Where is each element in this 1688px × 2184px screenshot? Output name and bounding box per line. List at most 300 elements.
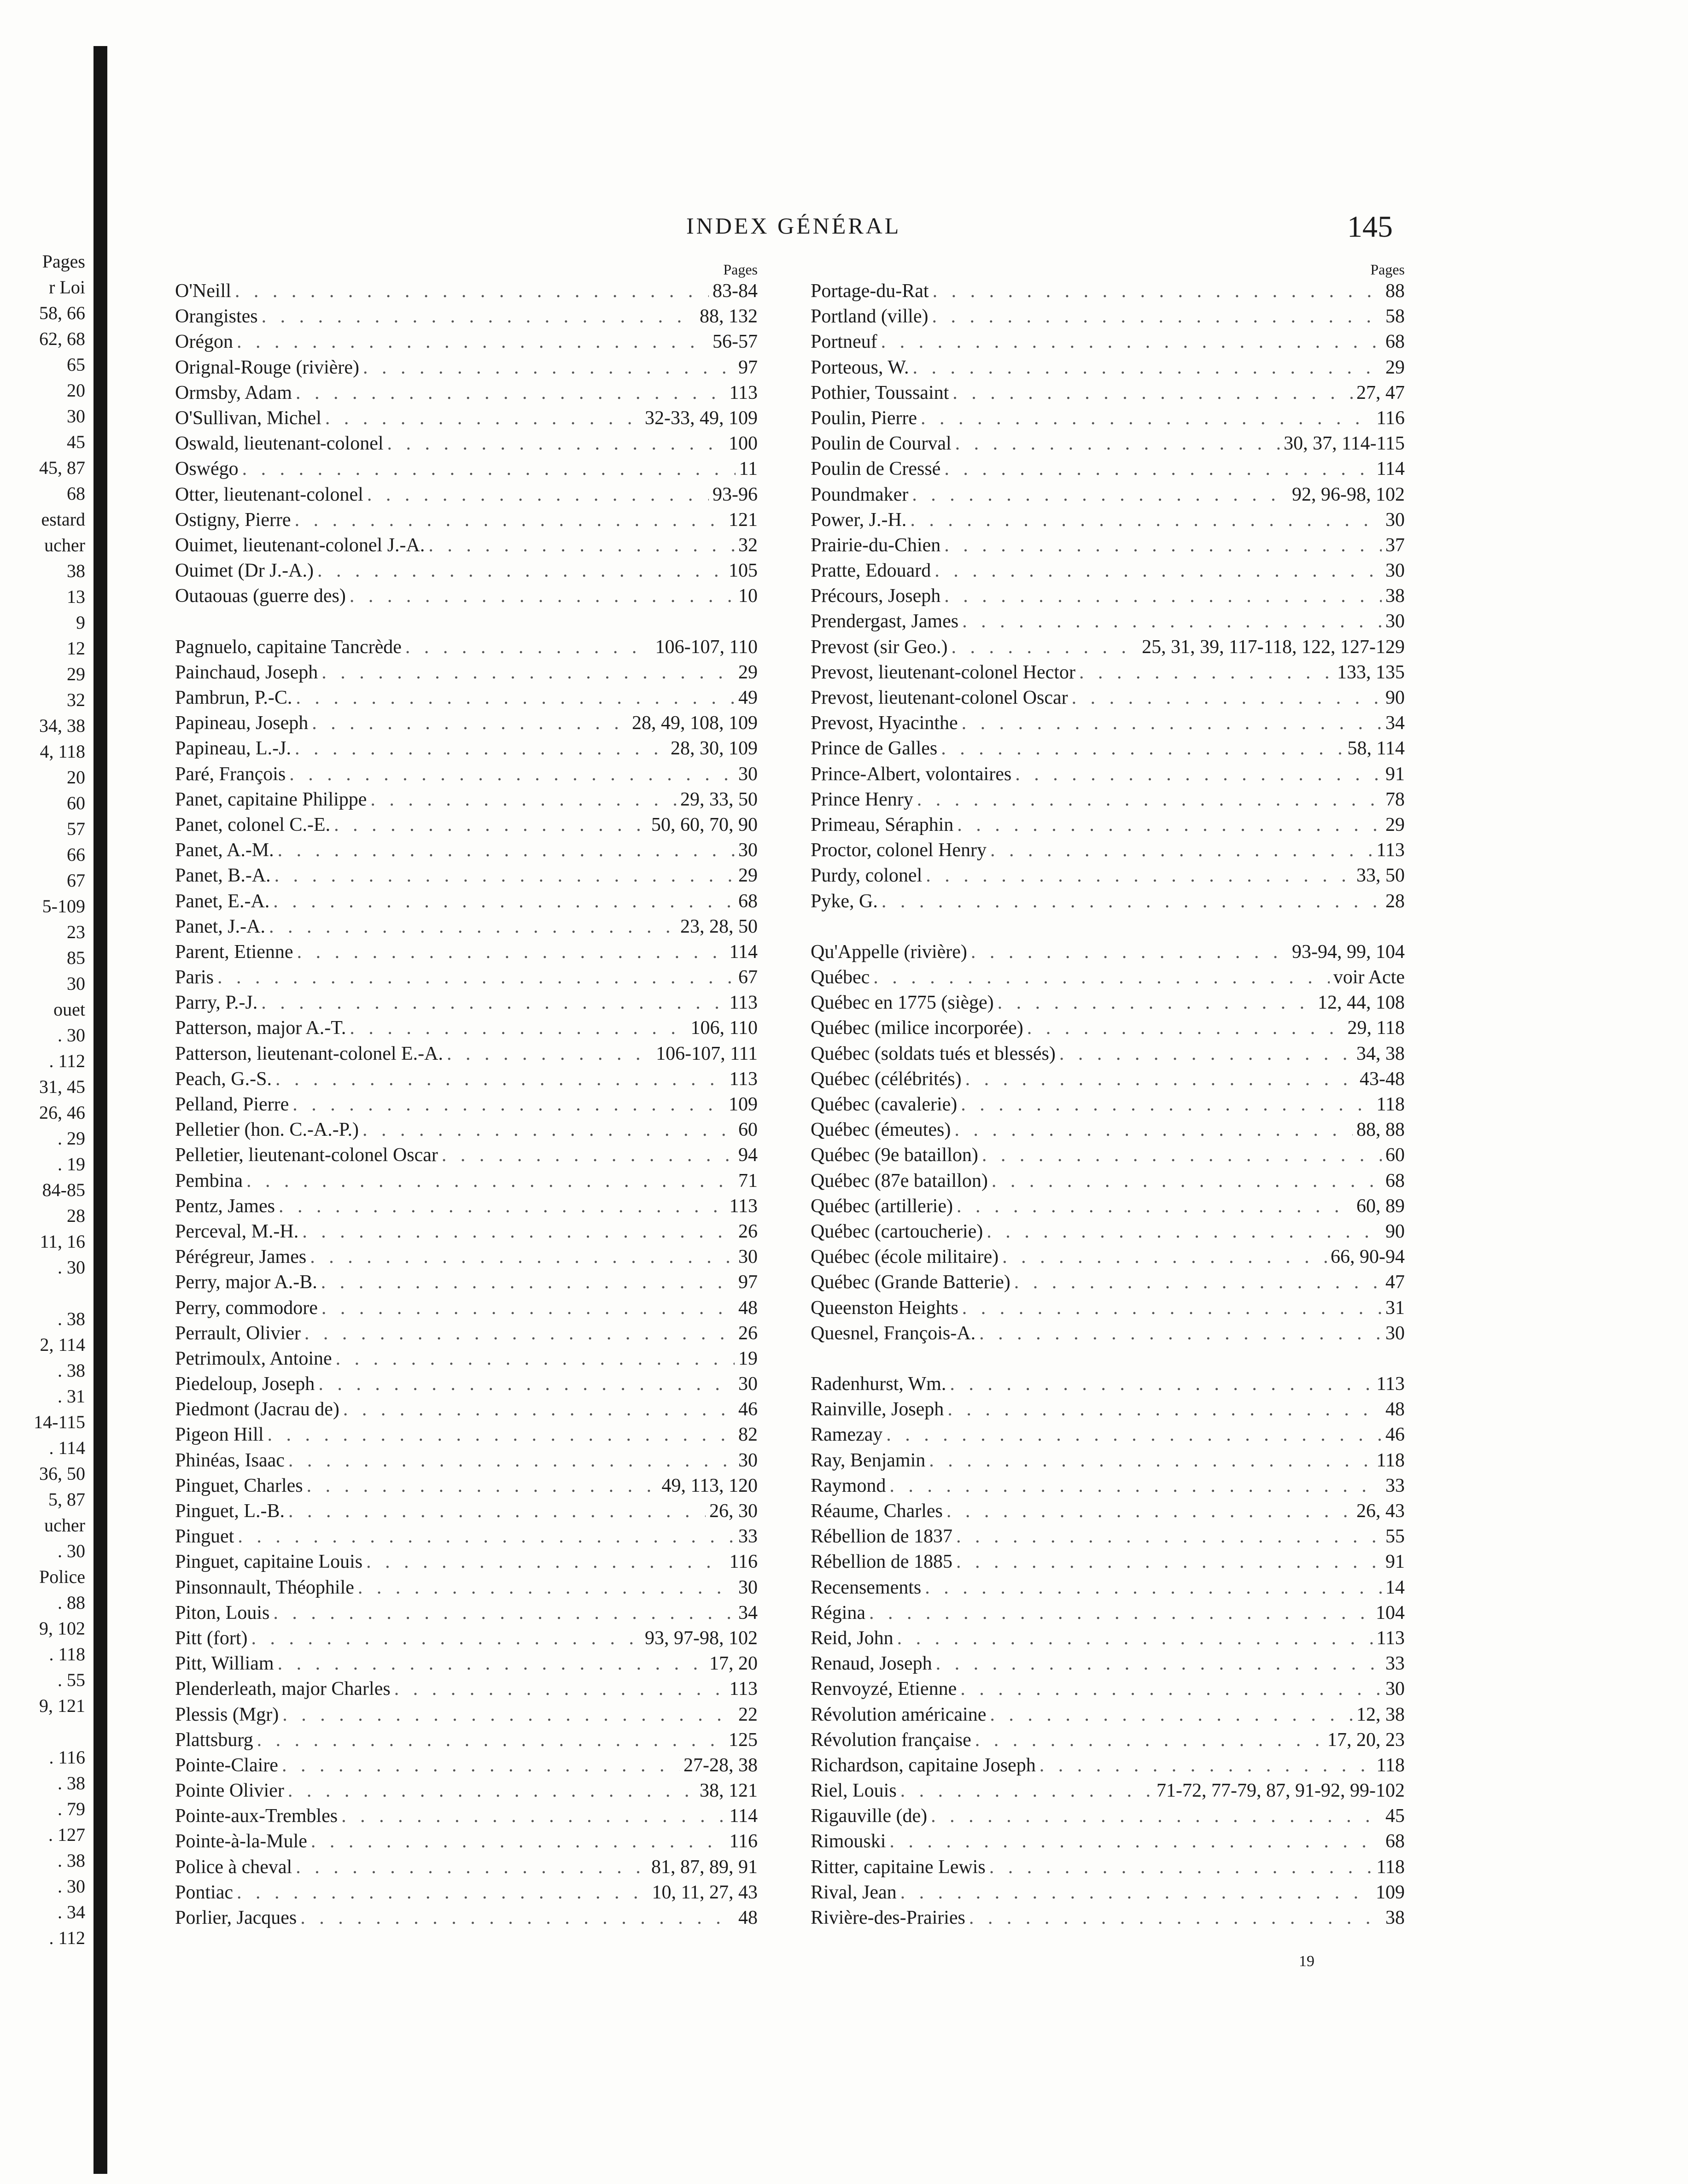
index-entry-pages: 114 [729, 941, 758, 963]
index-entry-pages: 30 [738, 1449, 758, 1471]
index-entry-pages: 49 [738, 687, 758, 708]
index-entry-pages: 28 [1385, 890, 1405, 912]
previous-page-line: 32 [67, 689, 85, 710]
index-entry [175, 1346, 758, 1372]
index-entry [175, 1626, 758, 1651]
previous-page-fragment [0, 249, 85, 1951]
index-entry [811, 609, 1405, 634]
previous-page-line: 28 [67, 1205, 85, 1226]
dot-leader [321, 660, 735, 685]
dot-leader [956, 1524, 1382, 1549]
index-entry-pages: 106-107, 110 [655, 636, 758, 658]
index-entry-pages: 30, 37, 114-115 [1284, 433, 1405, 455]
index-entry [175, 940, 758, 965]
index-entry [175, 1117, 758, 1143]
index-entry-pages: 26 [738, 1322, 758, 1344]
index-entry [175, 1143, 758, 1168]
index-entry [811, 1575, 1405, 1600]
dot-leader [1014, 1270, 1382, 1295]
previous-page-line: ouet [53, 999, 85, 1020]
index-entry-pages: 94 [738, 1145, 758, 1166]
index-entry [811, 736, 1405, 761]
dot-leader [292, 1092, 725, 1117]
dot-leader [304, 1321, 735, 1346]
previous-page-line: . 31 [58, 1386, 85, 1407]
index-entry-pages: 28, 49, 108, 109 [632, 712, 758, 734]
index-entry-pages: 68 [738, 890, 758, 912]
dot-leader [961, 1092, 1373, 1117]
index-entry-name: Panet, E.-A. [175, 890, 270, 912]
dot-leader [296, 380, 726, 406]
index-entry [811, 1905, 1405, 1931]
dot-leader [1027, 1016, 1344, 1041]
previous-page-line: 4, 118 [40, 741, 85, 762]
previous-page-line: ucher [44, 1515, 85, 1536]
index-entry [175, 1397, 758, 1422]
index-entry-name: Ormsby, Adam [175, 382, 292, 403]
index-entry-pages: 68 [1385, 1170, 1405, 1191]
index-entry [175, 787, 758, 812]
dot-leader [882, 889, 1382, 914]
index-entry [175, 889, 758, 914]
dot-leader [944, 533, 1382, 558]
index-entry-pages: 30 [1385, 509, 1405, 531]
index-entry-pages: 68 [1385, 1831, 1405, 1852]
dot-leader [935, 558, 1382, 584]
index-entry-pages: 58 [1385, 306, 1405, 327]
index-entry-pages: 23, 28, 50 [680, 916, 758, 937]
index-entry [175, 1092, 758, 1117]
index-entry-name: Rébellion de 1885 [811, 1551, 952, 1573]
dot-leader [912, 482, 1288, 508]
index-entry-pages: 14 [1385, 1577, 1405, 1598]
index-entry-pages: 29 [1385, 814, 1405, 835]
index-entry-pages: 93-96 [713, 484, 758, 505]
dot-leader [975, 1728, 1324, 1753]
previous-page-line: 2, 114 [40, 1334, 85, 1355]
index-entry-pages: 48 [738, 1297, 758, 1319]
dot-leader [273, 1600, 735, 1626]
index-entry-pages: 30 [1385, 560, 1405, 582]
index-entry-pages: 92, 96-98, 102 [1292, 484, 1405, 505]
index-entry [175, 1448, 758, 1473]
index-entry [175, 1905, 758, 1931]
index-entry [811, 380, 1405, 406]
index-entry [811, 406, 1405, 431]
index-entry-pages: 104 [1376, 1602, 1405, 1623]
index-entry-pages: 71 [738, 1170, 758, 1191]
index-entry-pages: 88 [1385, 280, 1405, 302]
index-entry-name: Ostigny, Pierre [175, 509, 291, 531]
index-entry [175, 456, 758, 482]
dot-leader [275, 1067, 726, 1092]
index-entry-pages: 100 [729, 433, 758, 455]
index-entry [175, 660, 758, 685]
index-entry-name: Régina [811, 1602, 865, 1623]
index-entry [811, 1422, 1405, 1448]
index-entry-name: Panet, colonel C.-E. [175, 814, 331, 835]
index-entry-name: Pontiac [175, 1881, 233, 1903]
dot-leader [926, 863, 1353, 888]
dot-leader [282, 1702, 735, 1728]
index-entry-name: Raymond [811, 1475, 886, 1496]
previous-page-line: 30 [67, 406, 85, 426]
index-column-left [175, 260, 758, 1931]
index-entry-name: Piedeloup, Joseph [175, 1373, 315, 1395]
page-header [0, 210, 1688, 246]
index-entry [811, 1855, 1405, 1880]
index-entry [811, 1092, 1405, 1117]
previous-page-line: 5-109 [42, 896, 85, 917]
index-entry-name: Poulin de Cressé [811, 458, 941, 480]
index-entry-name: Plessis (Mgr) [175, 1704, 279, 1725]
index-entry-name: Pelland, Pierre [175, 1094, 289, 1115]
index-entry-pages: 113 [729, 382, 758, 403]
index-entry [175, 1676, 758, 1702]
index-entry-pages: 50, 60, 70, 90 [651, 814, 758, 835]
previous-page-line: 23 [67, 922, 85, 942]
index-entry [811, 1168, 1405, 1194]
index-entry-pages: 17, 20 [709, 1653, 758, 1675]
index-entry-pages: 12, 38 [1356, 1704, 1405, 1725]
index-entry-name: Québec (célébrités) [811, 1068, 962, 1090]
index-entry-name: Ray, Benjamin [811, 1449, 926, 1471]
dot-leader [962, 711, 1382, 736]
dot-leader [296, 1855, 648, 1880]
previous-page-line: Pages [42, 251, 85, 272]
dot-leader [989, 1855, 1373, 1880]
dot-leader [321, 1270, 735, 1295]
index-entry-pages: 28, 30, 109 [671, 738, 758, 759]
index-entry-pages: 47 [1385, 1272, 1405, 1293]
previous-page-line: 9, 121 [39, 1695, 85, 1716]
dot-leader [235, 279, 709, 304]
dot-leader [956, 1549, 1382, 1575]
previous-page-line: 45 [67, 432, 85, 452]
index-entry-name: Prendergast, James [811, 611, 959, 632]
index-entry-pages: 10, 11, 27, 43 [652, 1881, 758, 1903]
dot-leader [900, 1778, 1153, 1804]
index-entry [811, 965, 1405, 990]
index-entry-pages: 91 [1385, 763, 1405, 785]
index-entry-pages: 90 [1385, 1220, 1405, 1242]
index-entry-name: Perry, commodore [175, 1297, 318, 1319]
index-entry [175, 1778, 758, 1804]
dot-leader [282, 1753, 680, 1778]
section-gap [811, 1346, 1405, 1372]
index-entry [811, 1753, 1405, 1778]
index-entry [175, 1372, 758, 1397]
index-entry-name: Pembina [175, 1170, 243, 1191]
index-entry-name: Pointe-Claire [175, 1754, 278, 1776]
dot-leader [251, 1626, 641, 1651]
index-entry [175, 1855, 758, 1880]
index-entry-pages: 22 [738, 1704, 758, 1725]
index-entry [175, 1194, 758, 1219]
index-entry-pages: 25, 31, 39, 117-118, 122, 127-129 [1142, 636, 1405, 658]
index-entry-name: Orangistes [175, 306, 258, 327]
index-entry [811, 685, 1405, 711]
dot-leader [987, 1219, 1382, 1244]
index-entry-name: Pitt (fort) [175, 1627, 248, 1649]
index-entry-pages: 118 [1376, 1094, 1405, 1115]
dot-leader [262, 304, 696, 329]
previous-page-line: . 30 [58, 1876, 85, 1897]
dot-leader [946, 1499, 1353, 1524]
index-entry-name: Piton, Louis [175, 1602, 270, 1623]
index-entry-name: Prevost, lieutenant-colonel Oscar [811, 687, 1068, 708]
index-entry [811, 533, 1405, 558]
index-entry [175, 1219, 758, 1244]
index-entry-name: Reid, John [811, 1627, 894, 1649]
index-entry-pages: 38, 121 [700, 1780, 758, 1802]
dot-leader [269, 914, 677, 940]
previous-page-line: 60 [67, 793, 85, 813]
index-entry-pages: 27, 47 [1356, 382, 1405, 403]
index-entry-pages: 68 [1385, 331, 1405, 353]
index-entry [175, 304, 758, 329]
index-entry-name: Papineau, Joseph [175, 712, 309, 734]
dot-leader [405, 635, 652, 660]
index-entry [811, 1651, 1405, 1676]
dot-leader [288, 1499, 706, 1524]
index-entry [811, 1219, 1405, 1244]
dot-leader [889, 1473, 1382, 1499]
index-entry [811, 990, 1405, 1016]
dot-leader [897, 1626, 1373, 1651]
index-entry-pages: 116 [729, 1551, 758, 1573]
index-entry [811, 762, 1405, 787]
index-entry-pages: 118 [1376, 1856, 1405, 1878]
index-entry-name: Rébellion de 1837 [811, 1526, 952, 1547]
dot-leader [951, 635, 1138, 660]
dot-leader [925, 1575, 1382, 1600]
dot-leader [288, 1778, 696, 1804]
dot-leader [278, 1651, 706, 1676]
dot-leader [288, 1448, 735, 1473]
section-gap [175, 609, 758, 634]
index-entry [175, 1473, 758, 1499]
index-entry-pages: 27-28, 38 [683, 1754, 758, 1776]
index-entry [175, 812, 758, 838]
index-entry [811, 940, 1405, 965]
dot-leader [1079, 660, 1333, 685]
previous-page-line: . 112 [49, 1927, 85, 1948]
index-entry-pages: 109 [1376, 1881, 1405, 1903]
index-entry-pages: 46 [738, 1399, 758, 1420]
index-entry [811, 1702, 1405, 1728]
index-entry-pages: 30 [738, 840, 758, 861]
previous-page-line: . 34 [58, 1902, 85, 1922]
previous-page-line: 11, 16 [40, 1231, 85, 1252]
previous-page-line: r Loi [49, 277, 85, 298]
index-entry [811, 329, 1405, 355]
index-entry [175, 406, 758, 431]
index-entry-name: Renaud, Joseph [811, 1653, 932, 1675]
previous-page-line: . 116 [49, 1747, 85, 1768]
previous-page-line: . 118 [49, 1644, 85, 1664]
index-entry-name: Québec (cavalerie) [811, 1094, 958, 1115]
previous-page-line: 13 [67, 586, 85, 607]
previous-page-line: 9 [76, 612, 85, 633]
index-entry [175, 1702, 758, 1728]
index-entry-pages: 29 [1385, 356, 1405, 378]
index-entry [175, 355, 758, 380]
index-entry [175, 1804, 758, 1829]
previous-page-line: . 79 [58, 1799, 85, 1819]
index-entry-name: Queenston Heights [811, 1297, 958, 1319]
dot-leader [295, 736, 667, 761]
index-entry [175, 533, 758, 558]
index-entry-name: Riel, Louis [811, 1780, 897, 1802]
index-entry [175, 1244, 758, 1270]
index-entry [811, 1676, 1405, 1702]
index-entry [175, 380, 758, 406]
dot-leader [350, 1016, 687, 1041]
index-entry-name: Panet, J.-A. [175, 916, 265, 937]
index-entry-name: Rimouski [811, 1831, 886, 1852]
section-gap [811, 914, 1405, 940]
dot-leader [944, 456, 1373, 482]
dot-leader [971, 940, 1288, 965]
dot-leader [932, 304, 1382, 329]
index-entry-pages: 30 [1385, 1322, 1405, 1344]
index-entry [811, 355, 1405, 380]
index-entry-name: Pérégreur, James [175, 1246, 307, 1268]
dot-leader [317, 558, 725, 584]
index-entry-name: O'Neill [175, 280, 231, 302]
index-entry-name: Poundmaker [811, 484, 909, 505]
previous-page-line: 58, 66 [39, 303, 85, 323]
previous-page-line: 31, 45 [39, 1076, 85, 1097]
index-entry [175, 558, 758, 584]
index-entry-name: Prince Henry [811, 788, 913, 810]
index-entry-name: Paré, François [175, 763, 286, 785]
index-entry [175, 508, 758, 533]
index-entry-pages: 38 [1385, 585, 1405, 607]
dot-leader [962, 609, 1382, 634]
dot-leader [931, 1804, 1382, 1829]
index-entry [811, 1448, 1405, 1473]
index-entry-name: Québec (Grande Batterie) [811, 1272, 1010, 1293]
dot-leader [318, 1372, 735, 1397]
index-entry [811, 1321, 1405, 1346]
dot-leader [296, 685, 735, 711]
index-entry-name: Petrimoulx, Antoine [175, 1348, 332, 1369]
index-entry [175, 1270, 758, 1295]
dot-leader [1040, 1753, 1373, 1778]
index-entry-pages: 67 [738, 967, 758, 988]
dot-leader [944, 584, 1382, 609]
dot-leader [312, 711, 628, 736]
index-entry-name: Portage-du-Rat [811, 280, 929, 302]
previous-page-line: . 55 [58, 1670, 85, 1690]
index-entry-pages: 118 [1376, 1754, 1405, 1776]
index-entry [175, 990, 758, 1016]
index-entry-name: O'Sullivan, Michel [175, 407, 321, 429]
previous-page-line: 29 [67, 664, 85, 684]
index-entry-name: Pinguet [175, 1526, 234, 1547]
index-entry-pages: 48 [738, 1907, 758, 1928]
index-entry-name: Précours, Joseph [811, 585, 941, 607]
index-entry-pages: 83-84 [713, 280, 758, 302]
dot-leader [273, 889, 735, 914]
index-entry-name: Ouimet (Dr J.-A.) [175, 560, 314, 582]
index-entry [811, 304, 1405, 329]
index-entry-name: Pointe-à-la-Mule [175, 1831, 307, 1852]
index-entry-pages: 113 [729, 992, 758, 1014]
dot-leader [310, 1244, 735, 1270]
index-entry-name: Prince-Albert, volontaires [811, 763, 1012, 785]
pages-column-label: Pages [723, 261, 758, 278]
previous-page-line: 45, 87 [39, 457, 85, 478]
previous-page-line: . 38 [58, 1360, 85, 1381]
dot-leader [869, 1600, 1372, 1626]
index-entry-pages: 43-48 [1360, 1068, 1405, 1090]
index-entry [175, 1829, 758, 1854]
index-entry-pages: 105 [729, 560, 758, 582]
index-entry-name: Papineau, L.-J. [175, 738, 291, 759]
dot-leader [955, 431, 1280, 456]
dot-leader [237, 329, 709, 355]
index-entry-name: Purdy, colonel [811, 865, 923, 887]
index-entry-name: Pointe Olivier [175, 1780, 284, 1802]
index-entry [175, 584, 758, 609]
index-entry-pages: 48 [1385, 1399, 1405, 1420]
index-entry [811, 711, 1405, 736]
index-entry-pages: 10 [738, 585, 758, 607]
index-entry-name: Pinsonnault, Théophile [175, 1577, 354, 1598]
index-entry [175, 685, 758, 711]
index-entry [811, 1372, 1405, 1397]
index-entry-pages: 26, 30 [709, 1501, 758, 1522]
index-entry-name: Québec (école militaire) [811, 1246, 999, 1268]
index-entry-name: Pratte, Edouard [811, 560, 931, 582]
index-entry [175, 1321, 758, 1346]
index-entry-name: Portneuf [811, 331, 877, 353]
index-entry-name: Orégon [175, 331, 233, 353]
index-entry-pages: 106-107, 111 [656, 1043, 758, 1064]
index-entry [175, 965, 758, 990]
previous-page-line: estard [41, 509, 85, 530]
index-entry-name: Pinguet, Charles [175, 1475, 303, 1496]
dot-leader [428, 533, 735, 558]
index-entry [175, 1753, 758, 1778]
index-entry-pages: 30 [738, 1577, 758, 1598]
index-entry-pages: 33, 50 [1356, 865, 1405, 887]
previous-page-line: 67 [67, 870, 85, 891]
index-entry-name: Porteous, W. [811, 356, 909, 378]
index-entry [175, 1728, 758, 1753]
previous-page-line: . 112 [49, 1051, 85, 1071]
index-entry-name: Plenderleath, major Charles [175, 1678, 391, 1700]
previous-page-line: 26, 46 [39, 1102, 85, 1123]
binding-bar [93, 46, 107, 2174]
dot-leader [242, 456, 736, 482]
index-entry [175, 482, 758, 508]
dot-leader [957, 812, 1382, 838]
index-entry [175, 329, 758, 355]
index-entry-name: Québec (cartoucherie) [811, 1220, 983, 1242]
dot-leader [370, 787, 677, 812]
index-entry-pages: 12, 44, 108 [1318, 992, 1405, 1014]
dot-leader [367, 482, 709, 508]
previous-page-line: 62, 68 [39, 328, 85, 349]
index-entry-name: Rigauville (de) [811, 1805, 928, 1827]
index-entry-pages: 133, 135 [1337, 661, 1405, 683]
previous-page-line: . 114 [49, 1437, 85, 1458]
index-entry-name: Patterson, major A.-T. [175, 1017, 346, 1039]
